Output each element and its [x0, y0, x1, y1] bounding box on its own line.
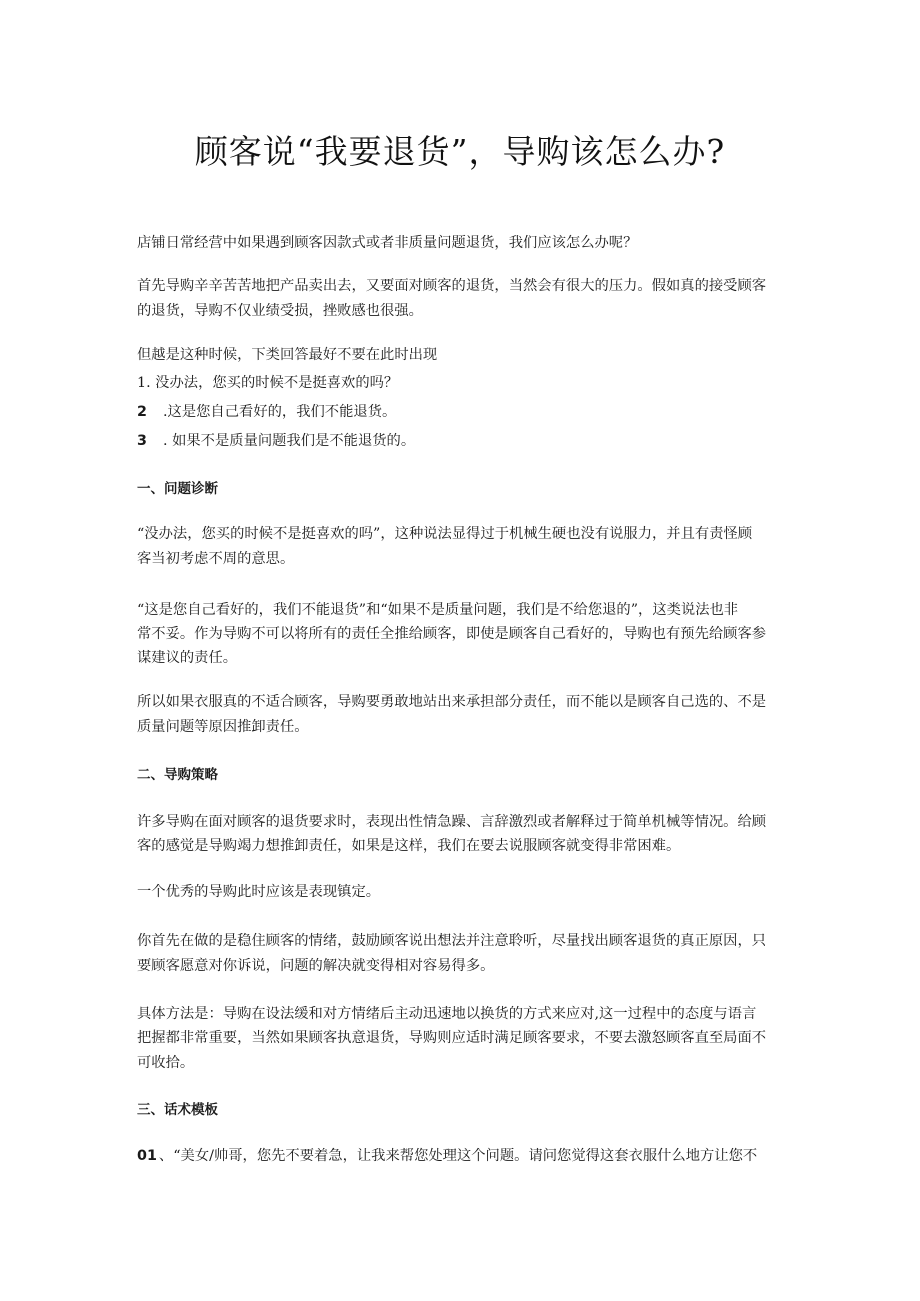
section-1-p2-line-2: 常不妥。作为导购不可以将所有的责任全推给顾客，即使是顾客自己看好的，导购也有预先给顾客参	[137, 626, 767, 642]
list-item-3-text: . 如果不是质量问题我们是不能退货的。	[163, 433, 416, 449]
section-2-p1-line-2: 客的感觉是导购竭力想推卸责任，如果是这样，我们在要去说服顾客就变得非常困难。	[137, 838, 681, 854]
list-item-2-number: 2	[137, 404, 147, 420]
section-1-heading: 一、问题诊断	[137, 481, 218, 497]
section-3-item-01-text: 、“美女/帅哥，您先不要着急，让我来帮您处理这个问题。请问您觉得这套衣服什么地方让您不	[158, 1148, 758, 1164]
section-1-p2-line-1: “这是您自己看好的，我们不能退货”和“如果不是质量问题，我们是不给您退的”，这类说法也非	[137, 602, 739, 618]
section-3-heading: 三、话术模板	[137, 1102, 218, 1118]
document-title: 顾客说“我要退货”，导购该怎么办?	[194, 132, 726, 171]
section-2-p4-line-2: 把握都非常重要，当然如果顾客执意退货，导购则应适时满足顾客要求，不要去激怒顾客直至局面不	[137, 1030, 767, 1046]
intro-paragraph-2-line-2: 的退货，导购不仅业绩受损，挫败感也很强。	[137, 303, 423, 319]
section-2-heading: 二、导购策略	[137, 767, 218, 783]
section-2-p4-line-1: 具体方法是：导购在设法缓和对方情绪后主动迅速地以换货的方式来应对,这一过程中的态度与语言	[137, 1006, 757, 1022]
section-2-p1-line-1: 许多导购在面对顾客的退货要求时，表现出性情急躁、言辞激烈或者解释过于简单机械等情况。给顾	[137, 814, 767, 830]
intro-paragraph-1: 店铺日常经营中如果遇到顾客因款式或者非质量问题退货，我们应该怎么办呢？	[137, 235, 638, 251]
section-1-p2-line-3: 谋建议的责任。	[137, 650, 238, 666]
section-2-p4-line-3: 可收拾。	[137, 1055, 195, 1071]
section-1-p1-line-2: 客当初考虑不周的意思。	[137, 551, 295, 567]
section-2-p3-line-2: 要顾客愿意对你诉说，问题的解决就变得相对容易得多。	[137, 958, 495, 974]
list-item-2-text: .这是您自己看好的，我们不能退货。	[163, 404, 397, 420]
section-3-item-01	[137, 1146, 787, 1166]
section-1-p1-line-1: “没办法，您买的时候不是挺喜欢的吗”，这种说法显得过于机械生硬也没有说服力，并且有责怪顾	[137, 526, 753, 542]
section-2-p3-line-1: 你首先在做的是稳住顾客的情绪，鼓励顾客说出想法并注意聆听，尽量找出顾客退货的真正原因，只	[137, 933, 767, 949]
list-item-2	[137, 402, 787, 422]
list-item-1: 1. 没办法，您买的时候不是挺喜欢的吗？	[137, 375, 399, 391]
section-3-item-01-number: 01	[137, 1148, 157, 1164]
section-1-p3-line-1: 所以如果衣服真的不适合顾客，导购要勇敢地站出来承担部分责任，而不能以是顾客自己选的、不是	[137, 694, 767, 710]
section-1-p3-line-2: 质量问题等原因推卸责任。	[137, 719, 309, 735]
list-item-3-number: 3	[137, 433, 147, 449]
intro-paragraph-3: 但越是这种时候，下类回答最好不要在此时出现	[137, 347, 438, 363]
list-item-3	[137, 431, 787, 451]
section-2-p2: 一个优秀的导购此时应该是表现镇定。	[137, 884, 381, 900]
intro-paragraph-2-line-1: 首先导购辛辛苦苦地把产品卖出去，又要面对顾客的退货，当然会有很大的压力。假如真的接受顾客	[137, 278, 767, 294]
